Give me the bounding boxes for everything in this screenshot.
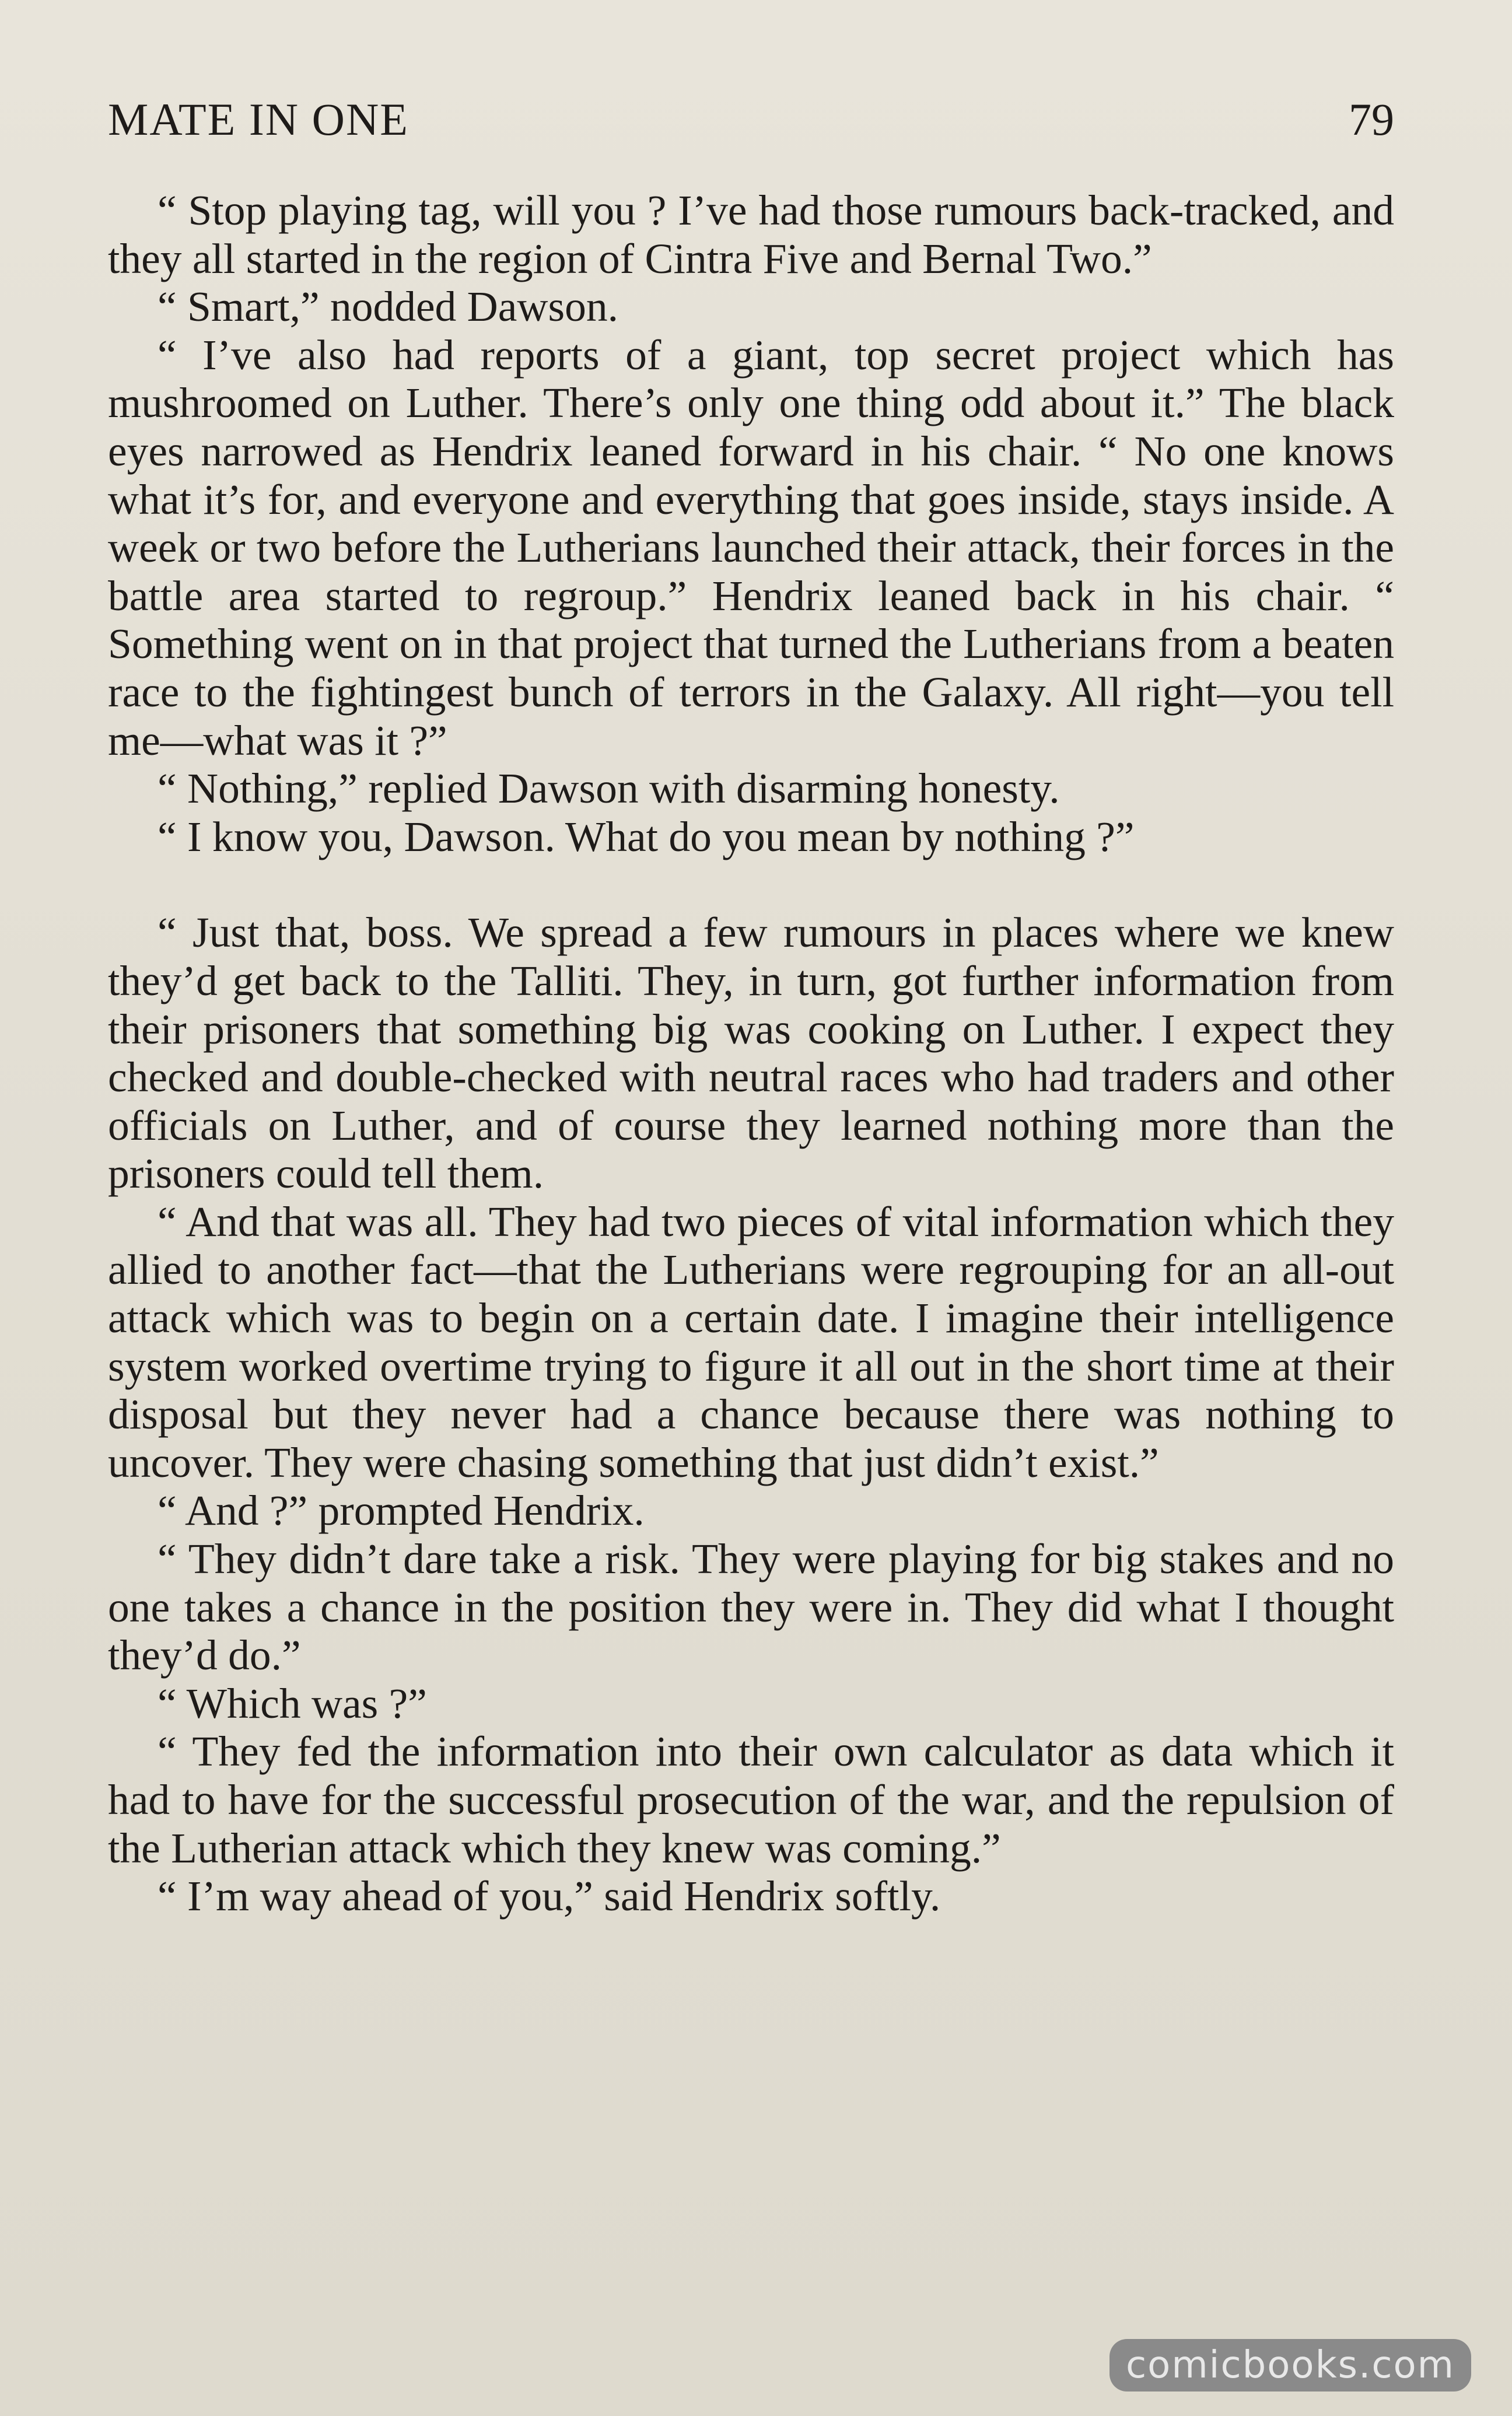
paragraph: “ Stop playing tag, will you ? I’ve had those rumours back-tracked, and they all started in the region of Cintra Five and Bernal Two.” — [108, 187, 1394, 282]
paragraph: “ I know you, Dawson. What do you mean by nothing ?” — [158, 813, 1135, 860]
page-header — [108, 93, 1394, 152]
paragraph: “ And that was all. They had two pieces of vital information which they allied to another fact—that the Lutherians were regrouping for an all-out attack which was to begin on a certain date. I imagine their intelligence system worked overtime trying to figure it all out in the short time at their disposal but they never had a chance because there was nothing to uncover. They were chasing something that just didn’t exist.” — [108, 1198, 1394, 1486]
paragraph: “ I’ve also had reports of a giant, top secret project which has mushroomed on Luther. There’s only one thing odd about it.” The black eyes narrowed as Hendrix leaned forward in his chair. “ No one knows what it’s for, and everyone and everything that goes inside, stays inside. A week or two before the Lutherians launched their attack, their forces in the battle area started to regroup.” Hendrix leaned back in his chair. “ Something went on in that project that turned the Lutherians from a beaten race to the fightingest bunch of terrors in the Galaxy. All right—you tell me—what was it ?” — [108, 331, 1394, 764]
paragraph: “ Nothing,” replied Dawson with disarming honesty. — [158, 765, 1060, 813]
paragraph: “ And ?” prompted Hendrix. — [158, 1487, 645, 1535]
page-number: 79 — [1349, 94, 1394, 145]
paragraph: “ I’m way ahead of you,” said Hendrix softly. — [158, 1872, 941, 1920]
paragraph: “ Just that, boss. We spread a few rumours in places where we knew they’d get back to the Talliti. They, in turn, got further information from their prisoners that something big was cooking on Luther. I expect they checked and double-checked with neutral races who had traders and other officials on Luther, and of course they learned nothing more than the prisoners could tell them. — [108, 909, 1394, 1198]
running-title: MATE IN ONE — [108, 94, 409, 145]
paragraph: “ Which was ?” — [158, 1679, 427, 1727]
paragraph: “ They didn’t dare take a risk. They were playing for big stakes and no one takes a chance in the position they were in. They did what I thought they’d do.” — [108, 1535, 1394, 1679]
paragraph: “ Smart,” nodded Dawson. — [158, 283, 618, 331]
body-text — [108, 187, 1394, 1921]
watermark: comicbooks.com — [1110, 2339, 1471, 2392]
paragraph: “ They fed the information into their own calculator as data which it had to have for the successful prosecution of the war, and the repulsion of the Lutherian attack which they knew was coming.” — [108, 1728, 1394, 1872]
